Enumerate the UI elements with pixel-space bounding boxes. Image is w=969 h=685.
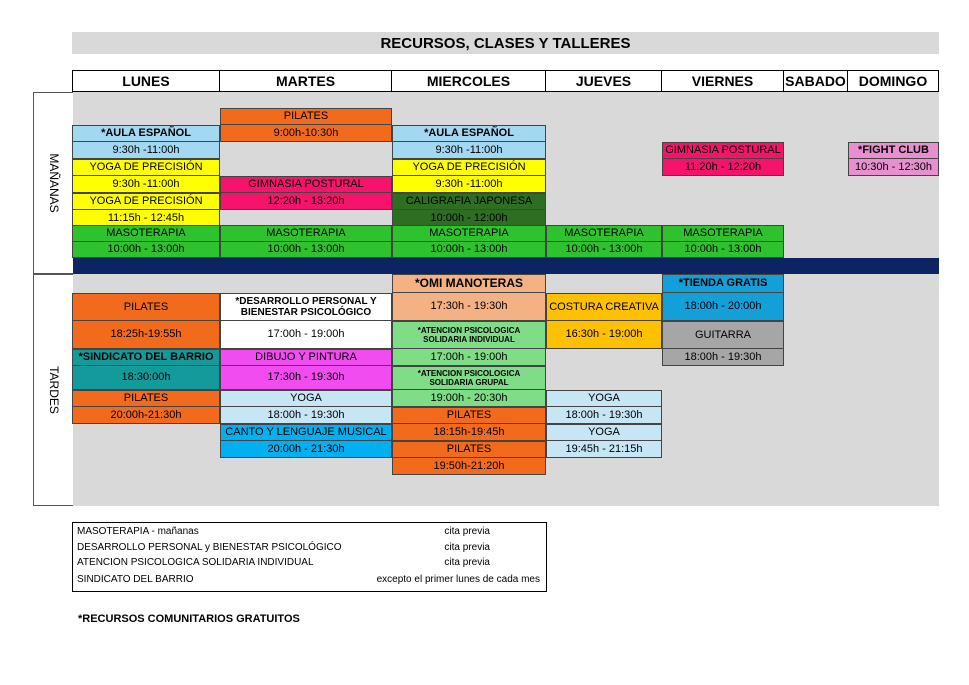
class-time: 18:00h - 20:00h <box>662 293 784 321</box>
class-name: YOGA DE PRECISIÓN <box>392 159 546 176</box>
legend-box <box>72 522 547 592</box>
page-title: RECURSOS, CLASES Y TALLERES <box>72 32 939 54</box>
class-name: PILATES <box>72 293 220 321</box>
class-name: COSTURA CREATIVA <box>546 293 662 321</box>
class-time: 20:00h - 21:30h <box>220 441 392 458</box>
class-name: YOGA <box>546 390 662 407</box>
class-name: *FIGHT CLUB <box>848 142 939 159</box>
legend-item: ATENCION PSICOLOGICA SOLIDARIA INDIVIDUAL <box>77 557 314 568</box>
legend-item: SINDICATO DEL BARRIO <box>77 574 194 585</box>
class-name: *TIENDA GRATIS <box>662 274 784 293</box>
class-time: 9:30h -11:00h <box>72 142 220 159</box>
class-name: GIMNASIA POSTURAL <box>220 176 392 193</box>
class-name: *OMI MANOTERAS <box>392 274 546 293</box>
class-time: 9:30h -11:00h <box>392 142 546 159</box>
class-time: 11:20h - 12:20h <box>662 159 784 176</box>
class-name: YOGA DE PRECISIÓN <box>72 193 220 210</box>
afternoon-section <box>33 274 73 506</box>
legend-note: cita previa <box>444 557 490 568</box>
legend-row <box>77 542 540 556</box>
class-name: DIBUJO Y PINTURA <box>220 349 392 366</box>
day-header-jueves: JUEVES <box>546 70 662 92</box>
class-name: YOGA <box>220 390 392 407</box>
class-time: 17:30h - 19:30h <box>220 366 392 390</box>
section-divider <box>72 258 939 274</box>
class-time: 10:00h - 13:00h <box>392 242 546 258</box>
class-time: 9:00h-10:30h <box>220 125 392 142</box>
class-name: *AULA ESPAÑOL <box>392 125 546 142</box>
class-name: PILATES <box>72 390 220 407</box>
class-name: GUITARRA <box>662 321 784 349</box>
day-header-viernes: VIERNES <box>662 70 784 92</box>
class-time: 9:30h -11:00h <box>72 176 220 193</box>
class-time: 18:30:00h <box>72 366 220 390</box>
class-name: CANTO Y LENGUAJE MUSICAL <box>220 424 392 441</box>
class-time: 11:15h - 12:45h <box>72 210 220 227</box>
class-name: YOGA DE PRECISIÓN <box>72 159 220 176</box>
class-name: YOGA <box>546 424 662 441</box>
class-name: *AULA ESPAÑOL <box>72 125 220 142</box>
day-header-sabado: SABADO <box>784 70 848 92</box>
class-time: 17:00h - 19:00h <box>392 349 546 366</box>
legend-item: DESARROLLO PERSONAL y BIENESTAR PSICOLÓGICO <box>77 542 342 553</box>
day-header-martes: MARTES <box>220 70 392 92</box>
class-time: 18:25h-19:55h <box>72 321 220 349</box>
class-name: PILATES <box>392 407 546 424</box>
day-header-domingo: DOMINGO <box>848 70 939 92</box>
legend-note: cita previa <box>444 526 490 537</box>
legend-row <box>77 557 540 571</box>
class-time: 18:00h - 19:30h <box>662 349 784 366</box>
class-time: 18:15h-19:45h <box>392 424 546 441</box>
legend-item: MASOTERAPIA - mañanas <box>77 526 199 537</box>
class-name: *SINDICATO DEL BARRIO <box>72 349 220 366</box>
class-time: 16:30h - 19:00h <box>546 321 662 349</box>
class-name: PILATES <box>392 441 546 458</box>
day-header-miercoles: MIERCOLES <box>392 70 546 92</box>
class-time: 10:00h - 13:00h <box>662 242 784 258</box>
class-time: 12:20h - 13:20h <box>220 193 392 210</box>
class-name: GIMNASIA POSTURAL <box>662 142 784 159</box>
class-time: 19:00h - 20:30h <box>392 390 546 407</box>
morning-section <box>33 92 73 274</box>
class-name: *ATENCION PSICOLOGICA SOLIDARIA INDIVIDUAL <box>392 321 546 349</box>
class-time: 10:00h - 12:00h <box>392 210 546 227</box>
day-header-lunes: LUNES <box>72 70 220 92</box>
class-name: MASOTERAPIA <box>392 225 546 242</box>
class-time: 17:30h - 19:30h <box>392 293 546 321</box>
class-name: MASOTERAPIA <box>546 225 662 242</box>
class-time: 19:45h - 21:15h <box>546 441 662 458</box>
class-name: CALIGRAFIA JAPONESA <box>392 193 546 210</box>
class-name: MASOTERAPIA <box>220 225 392 242</box>
legend-row <box>77 574 540 588</box>
class-time: 19:50h-21:20h <box>392 458 546 475</box>
legend-note: cita previa <box>444 542 490 553</box>
class-time: 10:00h - 13:00h <box>72 242 220 258</box>
footnote: *RECURSOS COMUNITARIOS GRATUITOS <box>78 613 300 625</box>
legend-note: excepto el primer lunes de cada mes <box>376 574 540 585</box>
legend-row <box>77 526 540 540</box>
class-time: 18:00h - 19:30h <box>220 407 392 424</box>
class-time: 10:00h - 13:00h <box>220 242 392 258</box>
class-time: 10:30h - 12:30h <box>848 159 939 176</box>
class-time: 18:00h - 19:30h <box>546 407 662 424</box>
class-time: 20:00h-21:30h <box>72 407 220 424</box>
class-name: MASOTERAPIA <box>662 225 784 242</box>
class-time: 17:00h - 19:00h <box>220 321 392 349</box>
class-name: PILATES <box>220 108 392 125</box>
morning-label: MAÑANAS <box>46 153 61 213</box>
class-name: *DESARROLLO PERSONAL Y BIENESTAR PSICOLÓGICO <box>220 293 392 321</box>
class-time: 9:30h -11:00h <box>392 176 546 193</box>
afternoon-label: TARDES <box>46 366 61 414</box>
class-time: 10:00h - 13:00h <box>546 242 662 258</box>
class-name: MASOTERAPIA <box>72 225 220 242</box>
class-name: *ATENCION PSICOLOGICA SOLIDARIA GRUPAL <box>392 366 546 390</box>
